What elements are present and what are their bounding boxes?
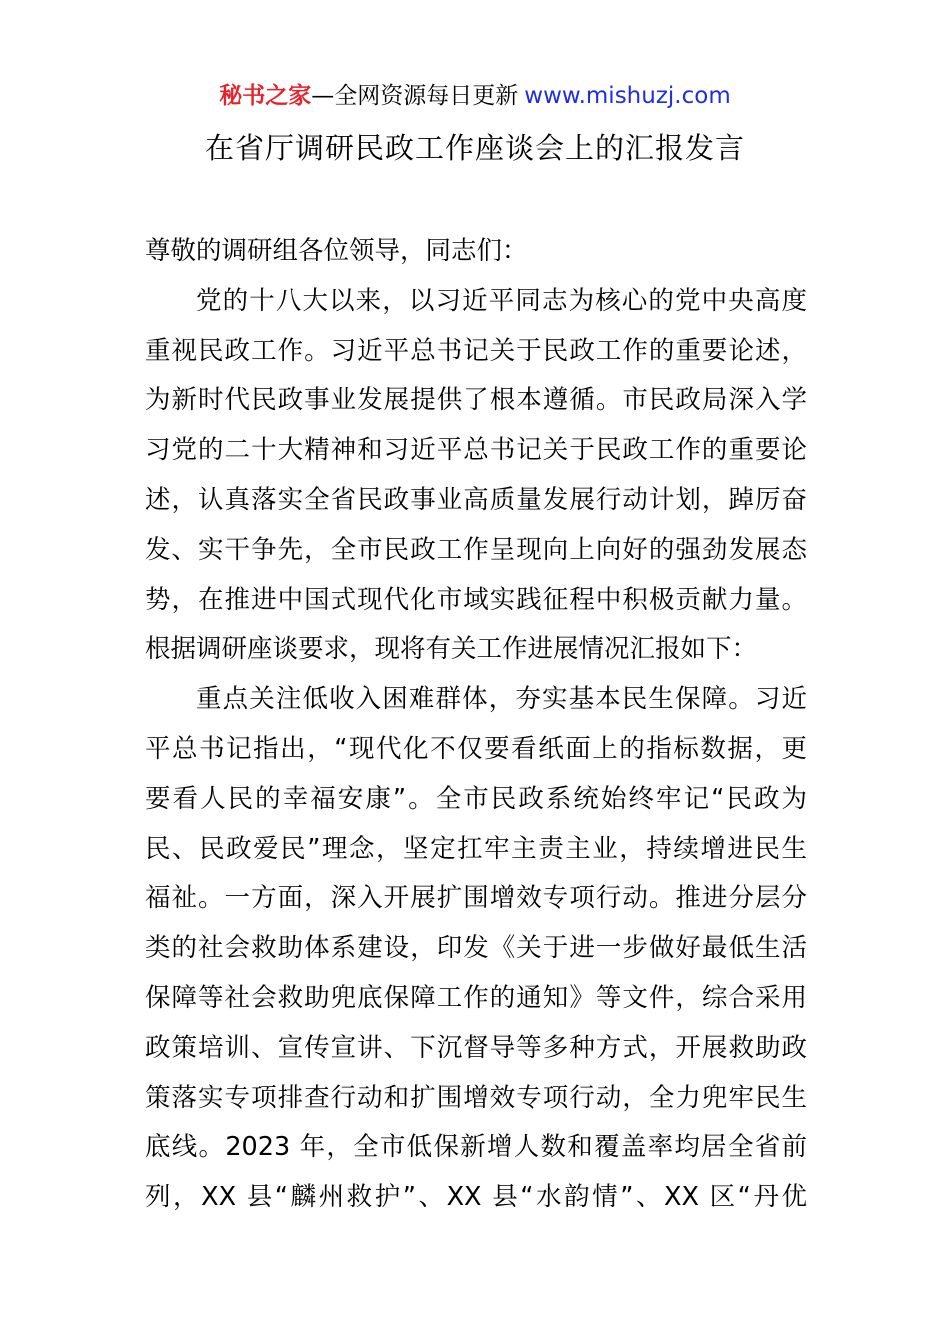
body-line: 底线。2023 年，全市低保新增人数和覆盖率均居全省前 (145, 1132, 807, 1163)
document-body (145, 227, 807, 1223)
body-line: 福祉。一方面，深入开展扩围增效专项行动。推进分层分 (145, 883, 807, 914)
body-line: 述，认真落实全省民政事业高质量发展行动计划，踔厉奋 (145, 484, 807, 515)
body-line: 政策培训、宣传宣讲、下沉督导等多种方式，开展救助政 (145, 1032, 807, 1063)
site-header (0, 80, 950, 112)
body-line: 策落实专项排查行动和扩围增效专项行动，全力兜牢民生 (145, 1082, 807, 1113)
header-tagline: —全网资源每日更新 (311, 83, 519, 109)
body-line: 势，在推进中国式现代化市域实践征程中积极贡献力量。 (145, 584, 807, 615)
body-line: 习党的二十大精神和习近平总书记关于民政工作的重要论 (145, 435, 807, 466)
body-line: 类的社会救助体系建设，印发《关于进一步做好最低生活 (145, 933, 807, 964)
body-line: 为新时代民政事业发展提供了根本遵循。市民政局深入学 (145, 385, 807, 416)
body-line: 平总书记指出，“现代化不仅要看纸面上的指标数据，更 (145, 733, 807, 764)
body-line: 保障等社会救助兜底保障工作的通知》等文件，综合采用 (145, 982, 807, 1013)
body-line: 列，XX 县“麟州救护”、XX 县“水韵情”、XX 区“丹优 (145, 1182, 807, 1213)
brand-name: 秘书之家 (219, 83, 312, 109)
body-line: 民、民政爱民”理念，坚定扛牢主责主业，持续增进民生 (145, 833, 807, 864)
body-line: 发、实干争先，全市民政工作呈现向上向好的强劲发展态 (145, 534, 807, 565)
body-line: 要看人民的幸福安康”。全市民政系统始终牢记“民政为 (145, 783, 807, 814)
body-line: 党的十八大以来，以习近平同志为核心的党中央高度 (196, 285, 807, 316)
greeting: 尊敬的调研组各位领导，同志们： (145, 236, 528, 266)
body-line: 重点关注低收入困难群体，夯实基本民生保障。习近 (196, 684, 807, 715)
body-line: 重视民政工作。习近平总书记关于民政工作的重要论述， (145, 335, 807, 366)
site-url[interactable]: www.mishuzj.com (524, 83, 731, 109)
document-title: 在省厅调研民政工作座谈会上的汇报发言 (204, 131, 745, 165)
body-line: 根据调研座谈要求，现将有关工作进展情况汇报如下： (145, 634, 758, 665)
